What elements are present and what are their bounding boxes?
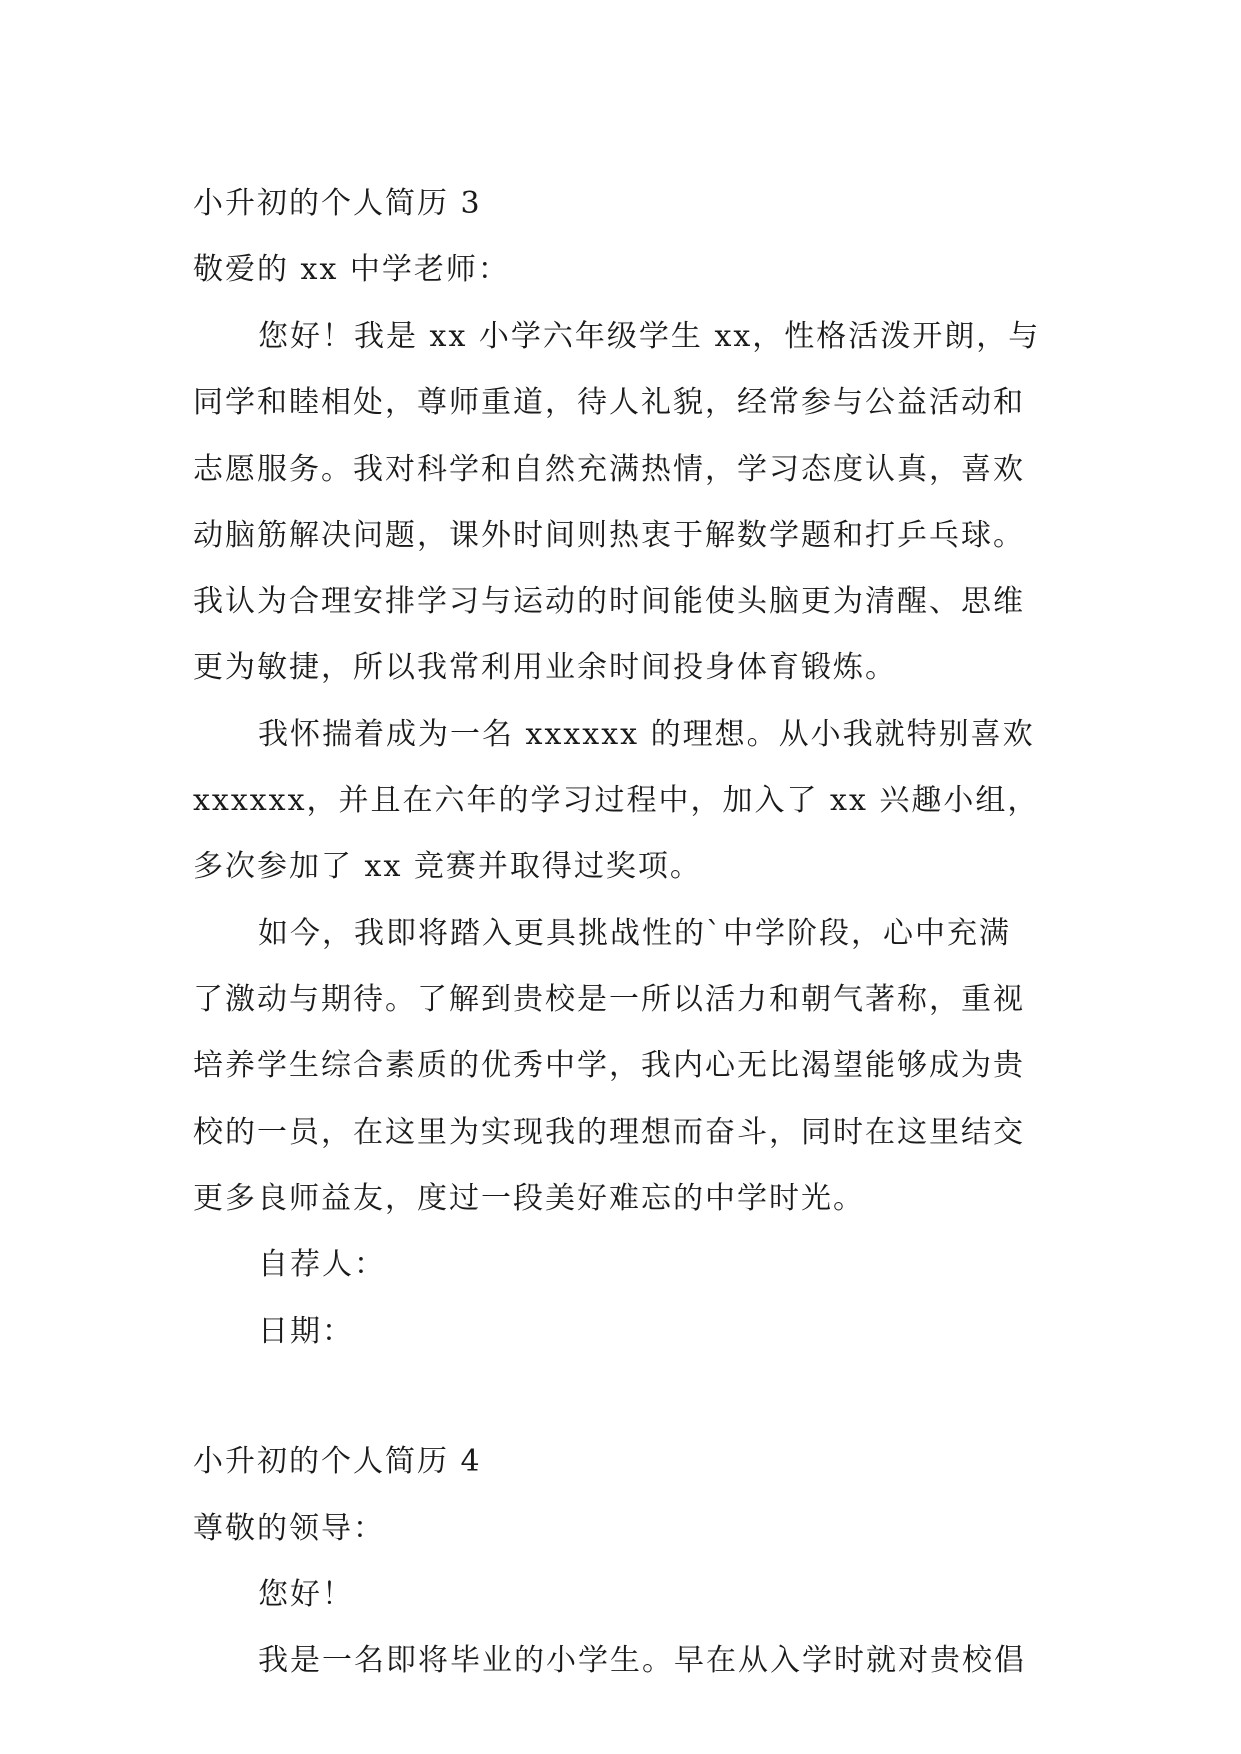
- section-3-paragraph-3-line: 如今，我即将踏入更具挑战性的`中学阶段，心中充满: [258, 916, 1011, 951]
- section-3-paragraph-1-line: 我认为合理安排学习与运动的时间能使头脑更为清醒、思维: [193, 584, 1025, 619]
- section-3-date: 日期：: [258, 1314, 354, 1349]
- section-3-salutation: 敬爱的 xx 中学老师：: [193, 252, 510, 287]
- section-3-paragraph-3-line: 培养学生综合素质的优秀中学，我内心无比渴望能够成为贵: [193, 1048, 1025, 1083]
- section-3-paragraph-2-line: 我怀揣着成为一名 xxxxxx 的理想。从小我就特别喜欢: [258, 717, 1035, 752]
- section-3-paragraph-1-line: 您好！我是 xx 小学六年级学生 xx，性格活泼开朗，与: [258, 319, 1041, 354]
- section-4-greeting: 您好！: [258, 1577, 354, 1612]
- section-4-paragraph-1-line: 我是一名即将毕业的小学生。早在从入学时就对贵校倡: [258, 1643, 1026, 1678]
- section-3-paragraph-1-line: 更为敏捷，所以我常利用业余时间投身体育锻炼。: [193, 650, 897, 685]
- section-3-paragraph-1-line: 同学和睦相处，尊师重道，待人礼貌，经常参与公益活动和: [193, 385, 1025, 420]
- section-3-paragraph-3-line: 更多良师益友，度过一段美好难忘的中学时光。: [193, 1181, 865, 1216]
- section-3-paragraph-2-line: xxxxxx，并且在六年的学习过程中，加入了 xx 兴趣小组，: [193, 783, 1040, 818]
- section-3-paragraph-3-line: 校的一员，在这里为实现我的理想而奋斗，同时在这里结交: [193, 1115, 1025, 1150]
- section-3-title: 小升初的个人简历 3: [193, 186, 482, 221]
- section-3-signer: 自荐人：: [258, 1247, 386, 1282]
- section-3-paragraph-2-line: 多次参加了 xx 竞赛并取得过奖项。: [193, 849, 702, 884]
- section-4-salutation: 尊敬的领导：: [193, 1511, 385, 1546]
- section-3-paragraph-1-line: 动脑筋解决问题，课外时间则热衷于解数学题和打乒乓球。: [193, 518, 1025, 553]
- section-4-title: 小升初的个人简历 4: [193, 1444, 482, 1479]
- section-3-paragraph-3-line: 了激动与期待。了解到贵校是一所以活力和朝气著称，重视: [193, 982, 1025, 1017]
- section-3-paragraph-1-line: 志愿服务。我对科学和自然充满热情，学习态度认真，喜欢: [193, 452, 1025, 487]
